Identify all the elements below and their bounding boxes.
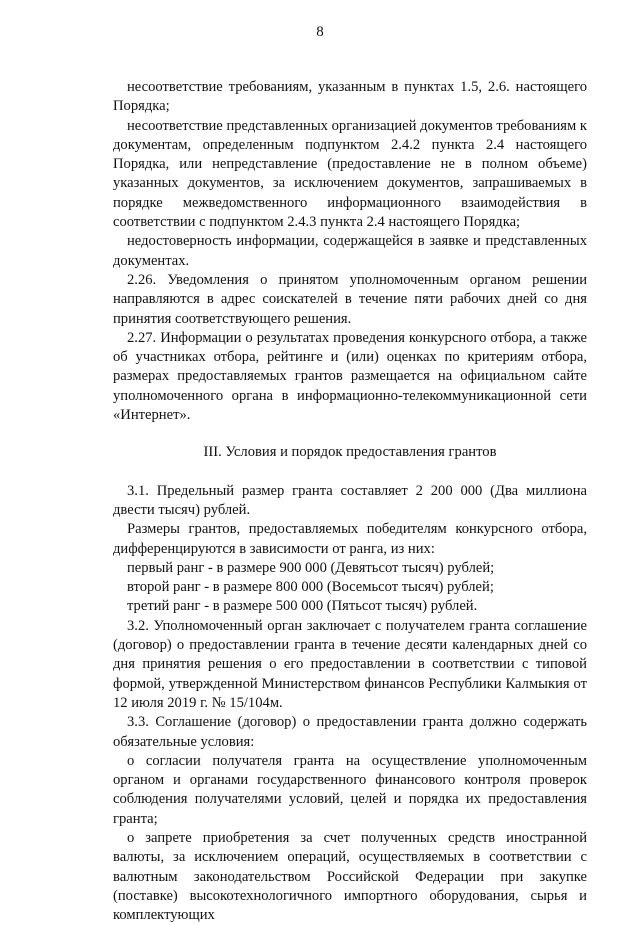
paragraph-3-2: 3.2. Уполномоченный орган заключает с получателем гранта соглашение (договор) о предоставлении гранта в течение десяти календарных дней со дня принятия решения о его предоставлении в соответствии с типовой формой, утвержденной Министерством финансов Республики Калмыкия от 12 июля 2019 г. № 15/104м. <box>113 617 587 711</box>
page-number: 8 <box>316 24 324 40</box>
section-heading: III. Условия и порядок предоставления грантов <box>203 444 497 461</box>
paragraph-unreliability: недостоверность информации, содержащейся в заявке и представленных документах. <box>113 233 587 269</box>
paragraph-nonconformity-documents: несоответствие представленных организацией документов требованиям к документам, определенным подпунктом 2.4.2 пункта 2.4 настоящего Порядка, или непредставление (предоставление не в полном объеме) указанных документов, за исключением документов, запрашиваемых в порядке межведомственного информационного взаимодействия в соответствии с подпунктом 2.4.3 пункта 2.4 настоящего Порядка; <box>113 117 587 231</box>
document-body <box>113 78 587 925</box>
paragraph-2-27: 2.27. Информации о результатах проведения конкурсного отбора, а также об участниках отбора, рейтинге и (или) оценках по критериям отбора, размерах предоставляемых грантов размещается на официальном сайте уполномоченного органа в информационно-телекоммуникационной сети «Интернет». <box>113 329 587 424</box>
rank-second: второй ранг - в размере 800 000 (Восемьсот тысяч) рублей; <box>127 579 494 596</box>
paragraph-2-26: 2.26. Уведомления о принятом уполномоченным органом решении направляются в адрес соискателей в течение пяти рабочих дней со дня принятия соответствующего решения. <box>113 271 587 327</box>
paragraph-consent-condition: о согласии получателя гранта на осуществление уполномоченным органом и органами государственного финансового контроля проверок соблюдения получателями условий, целей и порядка их предоставления гранта; <box>113 752 587 827</box>
paragraph-3-1: 3.1. Предельный размер гранта составляет 2 200 000 (Два миллиона двести тысяч) рублей. <box>113 482 587 518</box>
paragraph-currency-prohibition: о запрете приобретения за счет полученных средств иностранной валюты, за исключением операций, осуществляемых в соответствии с валютным законодательством Российской Федерации при закупке (поставке) высокотехнологичного импортного оборудования, сырья и комплектующих <box>113 829 587 924</box>
paragraph-3-3: 3.3. Соглашение (договор) о предоставлении гранта должно содержать обязательные условия: <box>113 714 587 750</box>
rank-third: третий ранг - в размере 500 000 (Пятьсот тысяч) рублей. <box>127 598 478 615</box>
paragraph-nonconformity-requirements: несоответствие требованиям, указанным в пунктах 1.5, 2.6. настоящего Порядка; <box>113 79 587 115</box>
rank-first: первый ранг - в размере 900 000 (Девятьсот тысяч) рублей; <box>127 559 495 576</box>
paragraph-grant-sizes: Размеры грантов, предоставляемых победителям конкурсного отбора, дифференцируются в зависимости от ранга, из них: <box>113 521 587 557</box>
